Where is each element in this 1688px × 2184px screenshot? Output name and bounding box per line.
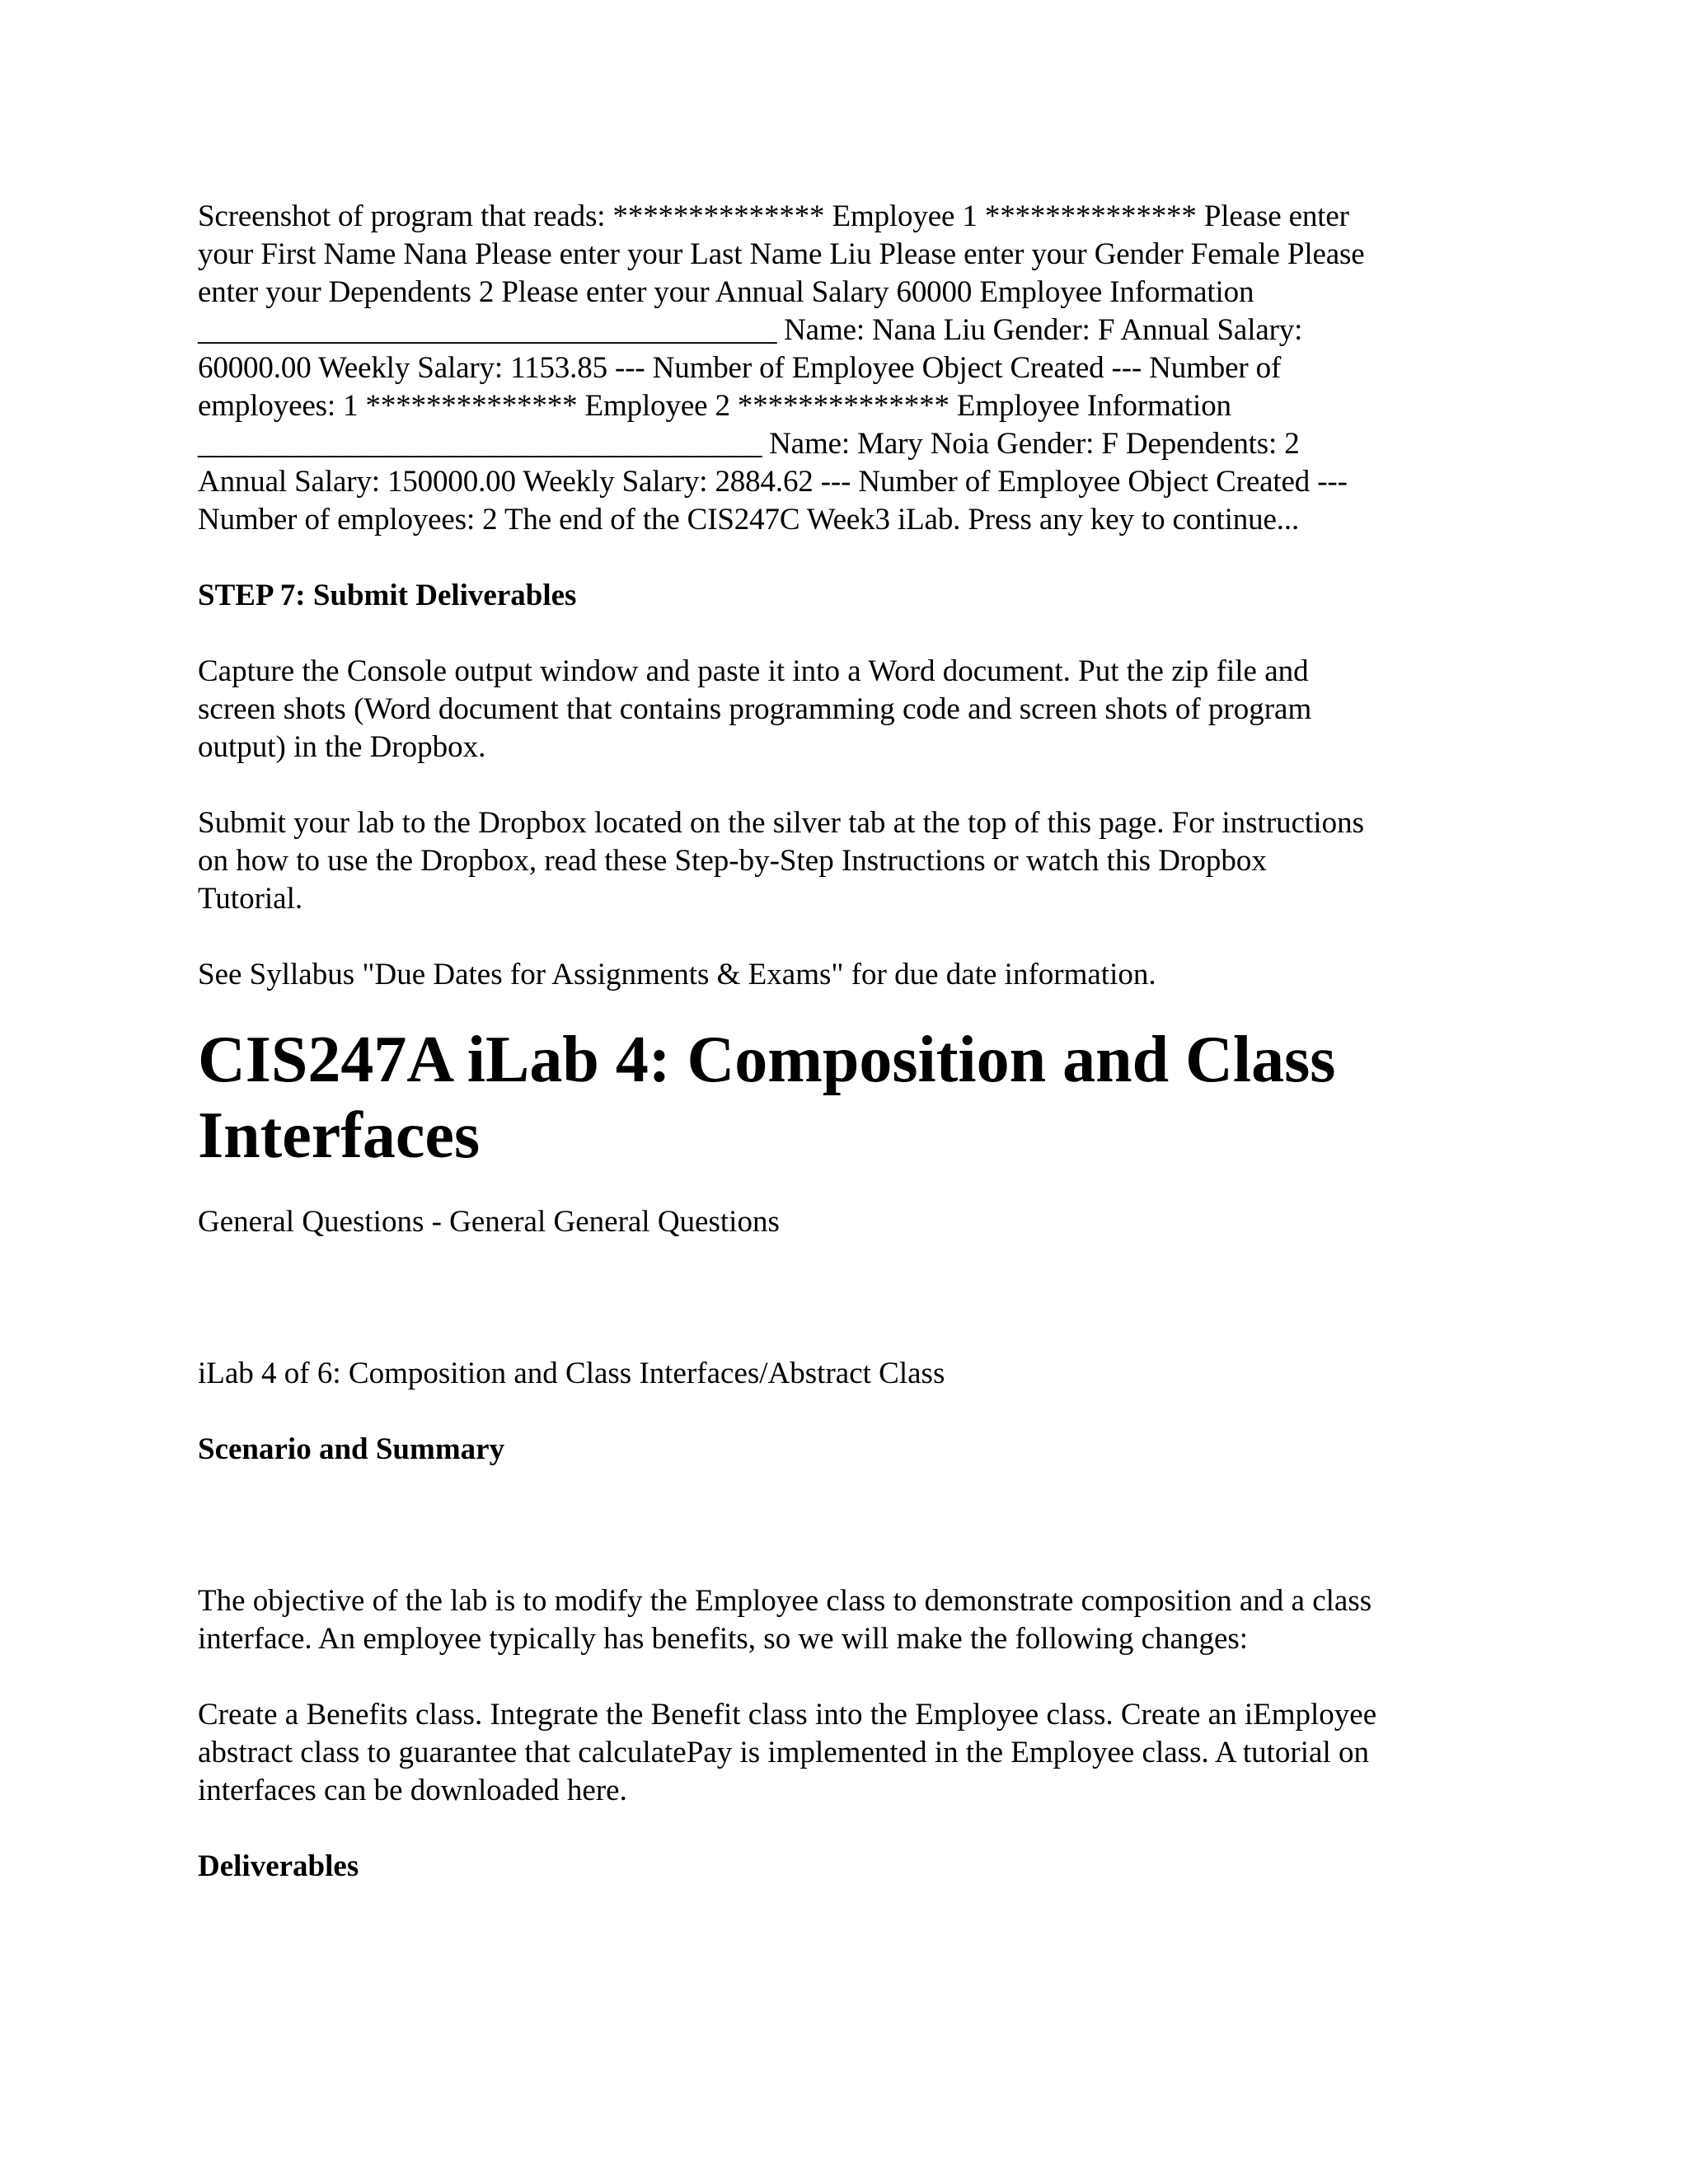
underline-rule: _______________________________________: [198, 313, 776, 347]
console-line: Annual Salary: 150000.00 Weekly Salary: 2884.62 --- Number of Employee Object Created ---: [198, 465, 1348, 499]
paragraph-line: Submit your lab to the Dropbox located on the silver tab at the top of this page. For instructions: [198, 806, 1365, 840]
console-line: Number of employees: 2 The end of the CIS247C Week3 iLab. Press any key to continue...: [198, 503, 1300, 537]
console-line: [198, 312, 1492, 349]
scenario-heading: Scenario and Summary: [198, 1432, 505, 1466]
step7-paragraph-syllabus: See Syllabus "Due Dates for Assignments & Exams" for due date information.: [198, 958, 1156, 991]
paragraph-line: Tutorial.: [198, 882, 303, 916]
paragraph-line: screen shots (Word document that contains programming code and screen shots of program: [198, 692, 1312, 726]
paragraph-line: The objective of the lab is to modify the Employee class to demonstrate composition and a class: [198, 1584, 1372, 1618]
paragraph-line: abstract class to guarantee that calculatePay is implemented in the Employee class. A tutorial on: [198, 1736, 1369, 1769]
console-line: [198, 425, 1492, 463]
lab4-subtitle: iLab 4 of 6: Composition and Class Interfaces/Abstract Class: [198, 1357, 945, 1390]
underline-rule: ______________________________________: [198, 427, 762, 461]
console-line: 60000.00 Weekly Salary: 1153.85 --- Number of Employee Object Created --- Number of: [198, 351, 1282, 385]
console-output-description: [198, 198, 1492, 539]
paragraph-line: interfaces can be downloaded here.: [198, 1774, 627, 1807]
paragraph-line: Capture the Console output window and paste it into a Word document. Put the zip file and: [198, 654, 1309, 688]
document-page: [198, 198, 1492, 1886]
changes-paragraph: [198, 1696, 1492, 1810]
lab4-category: General Questions - General General Questions: [198, 1205, 780, 1239]
console-text: Name: Nana Liu Gender: F Annual Salary:: [776, 313, 1303, 347]
console-line: your First Name Nana Please enter your Last Name Liu Please enter your Gender Female Please: [198, 237, 1365, 271]
step7-paragraph-capture: [198, 653, 1492, 766]
paragraph-line: Create a Benefits class. Integrate the Benefit class into the Employee class. Create an iEmployee: [198, 1698, 1377, 1732]
objective-paragraph: [198, 1582, 1492, 1658]
step7-paragraph-submit: [198, 804, 1492, 918]
console-line: Screenshot of program that reads: ************** Employee 1 ************** Please enter: [198, 199, 1349, 233]
paragraph-line: on how to use the Dropbox, read these Step-by-Step Instructions or watch this Dropbox: [198, 844, 1267, 878]
console-line: enter your Dependents 2 Please enter your Annual Salary 60000 Employee Information: [198, 275, 1254, 309]
deliverables-heading: Deliverables: [198, 1849, 359, 1883]
console-line: employees: 1 ************** Employee 2 ************** Employee Information: [198, 389, 1231, 423]
paragraph-line: output) in the Dropbox.: [198, 730, 486, 764]
console-text: Name: Mary Noia Gender: F Dependents: 2: [762, 427, 1300, 461]
step7-heading: STEP 7: Submit Deliverables: [198, 579, 577, 612]
title-line: Interfaces: [198, 1099, 481, 1172]
paragraph-line: interface. An employee typically has benefits, so we will make the following changes:: [198, 1622, 1249, 1656]
title-line: CIS247A iLab 4: Composition and Class: [198, 1024, 1336, 1096]
lab4-title: [198, 1022, 1492, 1174]
